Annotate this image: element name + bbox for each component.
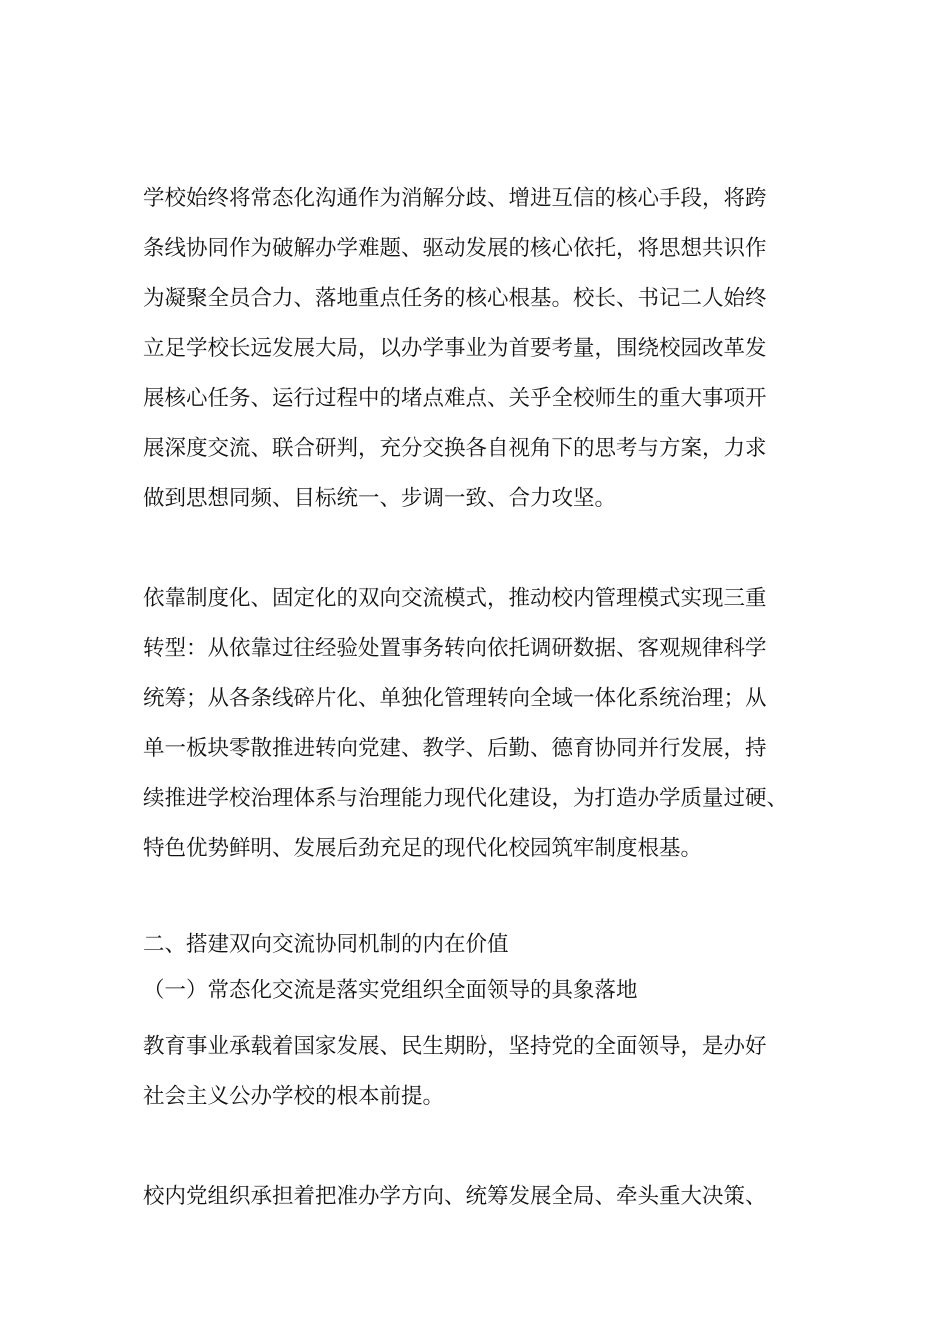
- paragraph-1-line: 为凝聚全员合力、落地重点任务的核心根基。校长、书记二人始终: [143, 286, 767, 311]
- paragraph-1-line: 展核心任务、运行过程中的堵点难点、关乎全校师生的重大事项开: [143, 386, 767, 411]
- paragraph-2-line: 特色优势鲜明、发展后劲充足的现代化校园筑牢制度根基。: [143, 836, 703, 861]
- paragraph-1-line: 立足学校长远发展大局，以办学事业为首要考量，围绕校园改革发: [143, 336, 767, 361]
- subsection-heading: （一）常态化交流是落实党组织全面领导的具象落地: [143, 978, 638, 1003]
- paragraph-1-line: 学校始终将常态化沟通作为消解分歧、增进互信的核心手段，将跨: [143, 186, 767, 211]
- paragraph-3: [143, 1022, 833, 1122]
- paragraph-4: [143, 1172, 833, 1222]
- paragraph-2: [143, 574, 833, 874]
- paragraph-1-line: 条线协同作为破解办学难题、驱动发展的核心依托，将思想共识作: [143, 236, 767, 261]
- section-heading: 二、搭建双向交流协同机制的内在价值: [143, 932, 509, 957]
- paragraph-3-line: 教育事业承载着国家发展、民生期盼，坚持党的全面领导，是办好: [143, 1034, 767, 1059]
- paragraph-1-line: 展深度交流、联合研判，充分交换各自视角下的思考与方案，力求: [143, 436, 767, 461]
- paragraph-1-line: 做到思想同频、目标统一、步调一致、合力攻坚。: [143, 486, 617, 511]
- paragraph-2-line: 统筹；从各条线碎片化、单独化管理转向全域一体化系统治理；从: [143, 686, 767, 711]
- paragraph-2-line: 转型：从依靠过往经验处置事务转向依托调研数据、客观规律科学: [143, 636, 767, 661]
- paragraph-1: [143, 174, 833, 524]
- paragraph-2-line: 单一板块零散推进转向党建、教学、后勤、德育协同并行发展，持: [143, 736, 767, 761]
- paragraph-2-line: 续推进学校治理体系与治理能力现代化建设，为打造办学质量过硬、: [143, 786, 789, 811]
- paragraph-3-line: 社会主义公办学校的根本前提。: [143, 1084, 445, 1109]
- section-heading-block: [143, 922, 833, 1014]
- paragraph-4-line: 校内党组织承担着把准办学方向、统筹发展全局、牵头重大决策、: [143, 1184, 767, 1209]
- paragraph-2-line: 依靠制度化、固定化的双向交流模式，推动校内管理模式实现三重: [143, 586, 767, 611]
